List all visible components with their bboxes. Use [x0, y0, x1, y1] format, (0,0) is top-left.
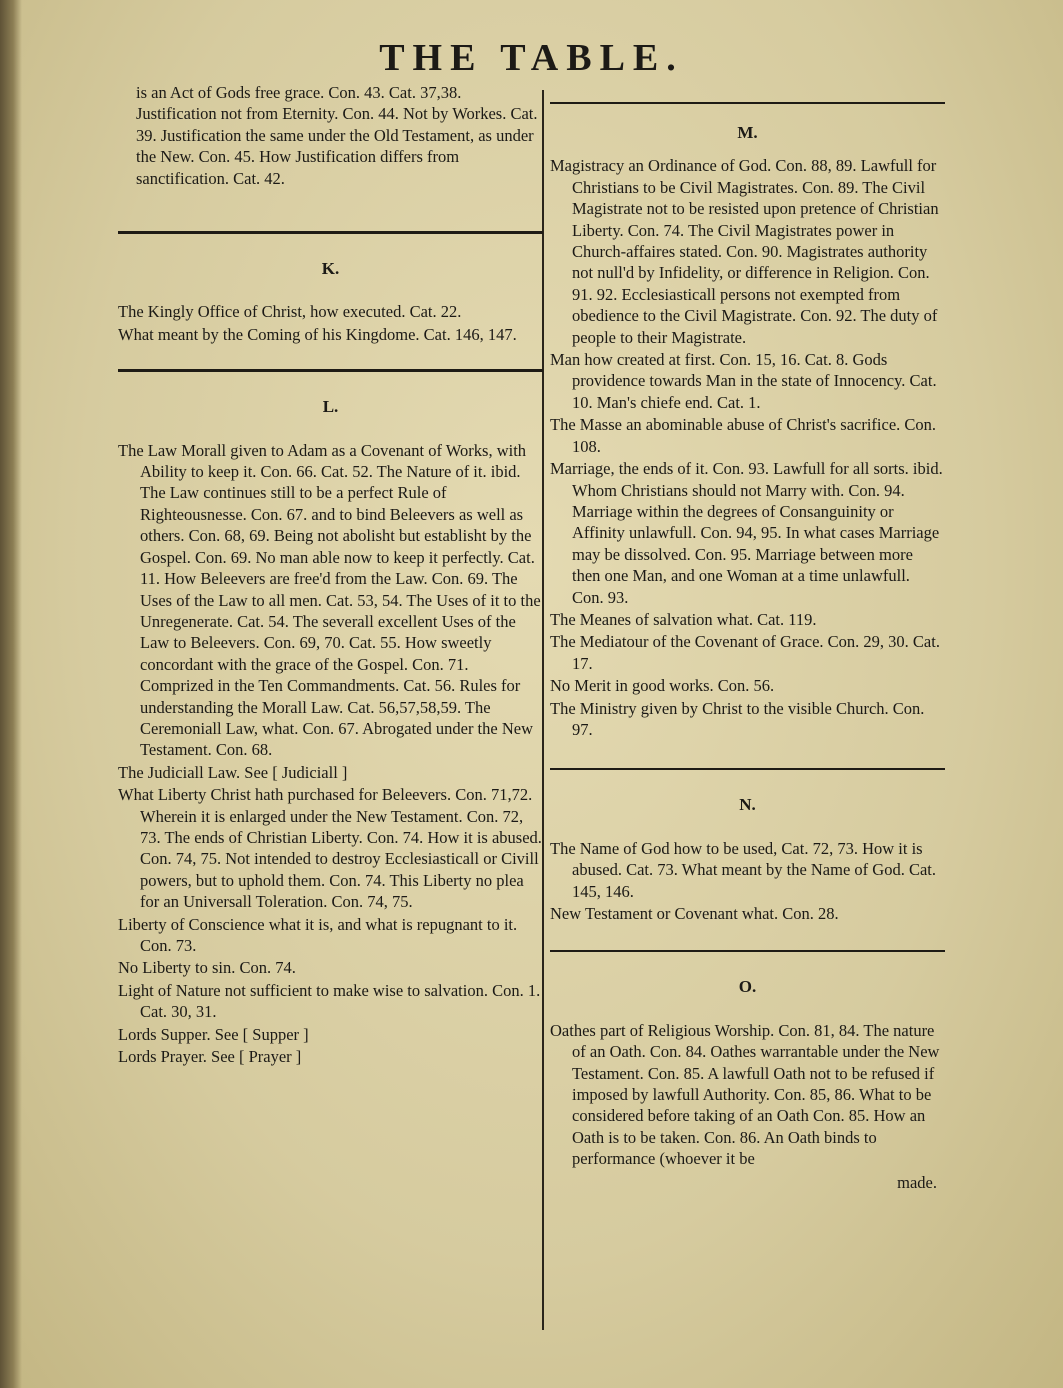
section-rule — [550, 102, 945, 104]
section-letter-k: K. — [321, 259, 340, 279]
list-item: No Merit in good works. Con. 56. — [550, 676, 775, 696]
list-item: No Liberty to sin. Con. 74. — [118, 958, 296, 978]
page-edge — [0, 0, 22, 1388]
list-item: Lords Prayer. See [ Prayer ] — [118, 1047, 302, 1067]
section-rule — [118, 369, 543, 372]
left-column — [118, 82, 543, 1068]
list-item: The Law Morall given to Adam as a Covenant of Works, with Ability to keep it. Con. 66. Cat. 52. The Nature of it. ibid. The Law continues still to be a perfect Rule of Righteousnesse. Con. 67. and to bind Beleevers as well as others. Con. 68, 69. Being not abolisht but establisht by the Gospel. Con. 69. No man able now to keep it perfectly. Cat. 11. How Beleevers are free'd from the Law. Con. 69. The Uses of the Law to all men. Cat. 53, 54. The Uses of it to the Unregenerate. Cat. 54. The severall excellent Uses of the Law to Beleevers. Con. 69, 70. Cat. 55. How sweetly concordant with the grace of the Gospel. Con. 71. Comprized in the Ten Commandments. Cat. 56. Rules for understanding the Morall Law. Cat. 56,57,58,59. The Ceremoniall Law, what. Con. 67. Abrogated under the New Testament. Con. 68. — [118, 440, 541, 760]
list-item: Light of Nature not sufficient to make wise to salvation. Con. 1. Cat. 30, 31. — [118, 980, 541, 1022]
list-item: The Ministry given by Christ to the visible Church. Con. 97. — [550, 698, 925, 739]
list-item: The Kingly Office of Christ, how executed. Cat. 22. — [118, 302, 462, 322]
list-item: What Liberty Christ hath purchased for Beleevers. Con. 71,72. Wherein it is enlarged under the New Testament. Con. 72, 73. The ends of Christian Liberty. Con. 74. How it is abused. Con. 74, 75. Not intended to destroy Ecclesiasticall or Civill powers, but to uphold them. Con. 74. This Liberty no plea for an Universall Toleration. Con. 74, 75. — [118, 785, 542, 912]
list-item: Liberty of Conscience what it is, and what is repugnant to it. Con. 73. — [118, 914, 518, 955]
section-letter-n: N. — [739, 795, 756, 815]
list-item: Oathes part of Religious Worship. Con. 81, 84. The nature of an Oath. Con. 84. Oathes warrantable under the New Testament. Con. 85. A lawfull Oath not to be refused if imposed by lawfull Authority. Con. 85, 86. What to be considered before taking of an Oath Con. 85. How an Oath is to be taken. Con. 86. An Oath binds to performance (whoever it be — [550, 1020, 940, 1169]
page-title: THE TABLE. — [379, 37, 684, 79]
list-item: The Name of God how to be used, Cat. 72, 73. How it is abused. Cat. 73. What meant by the Name of God. Cat. 145, 146. — [550, 838, 936, 901]
section-rule — [550, 768, 945, 770]
list-item: The Mediatour of the Covenant of Grace. Con. 29, 30. Cat. 17. — [550, 632, 940, 673]
list-item: The Masse an abominable abuse of Christ's sacrifice. Con. 108. — [550, 415, 937, 456]
list-item: What meant by the Coming of his Kingdome. Cat. 146, 147. — [118, 324, 517, 344]
section-rule — [118, 231, 543, 234]
list-item: Man how created at first. Con. 15, 16. Cat. 8. Gods providence towards Man in the state of Innocency. Cat. 10. Man's chiefe end. Cat. 1. — [550, 350, 937, 412]
section-letter-o: O. — [738, 977, 757, 997]
list-item: is an Act of Gods free grace. Con. 43. Cat. 37,38. Justification not from Eternity. Con. 44. Not by Workes. Cat. 39. Justification the same under the Old Testament, as under the New. Con. 45. How Justification differs from sanctification. Cat. 42. — [136, 83, 538, 188]
right-column — [550, 82, 945, 1193]
section-letter-l: L. — [322, 397, 339, 417]
list-item: Lords Supper. See [ Supper ] — [118, 1024, 309, 1044]
section-letter-m: M. — [737, 123, 758, 142]
list-item: New Testament or Covenant what. Con. 28. — [550, 904, 839, 923]
catchword: made. — [897, 1172, 937, 1192]
list-item: Magistracy an Ordinance of God. Con. 88, 89. Lawfull for Christians to be Civil Magistrates. Con. 89. The Civil Magistrate not to be resisted upon pretence of Christian Liberty. Con. 74. The Civil Magistrates power in Church-affaires stated. Con. 90. Magistrates authority not null'd by Infidelity, or difference in Religion. Con. 91. 92. Ecclesiasticall persons not exempted from obedience to the Civil Magistrate. Con. 92. The duty of people to their Magistrate. — [550, 156, 939, 347]
list-item: The Judiciall Law. See [ Judiciall ] — [118, 762, 348, 782]
list-item: The Meanes of salvation what. Cat. 119. — [550, 609, 817, 629]
list-item: Marriage, the ends of it. Con. 93. Lawfull for all sorts. ibid. Whom Christians should not Marry with. Con. 94. Marriage within the degrees of Consanguinity or Affinity unlawfull. Con. 94, 95. In what cases Marriage may be dissolved. Con. 95. Marriage between more then one Man, and one Woman at a time unlawfull. Con. 93. — [550, 459, 943, 607]
section-rule — [550, 950, 945, 952]
